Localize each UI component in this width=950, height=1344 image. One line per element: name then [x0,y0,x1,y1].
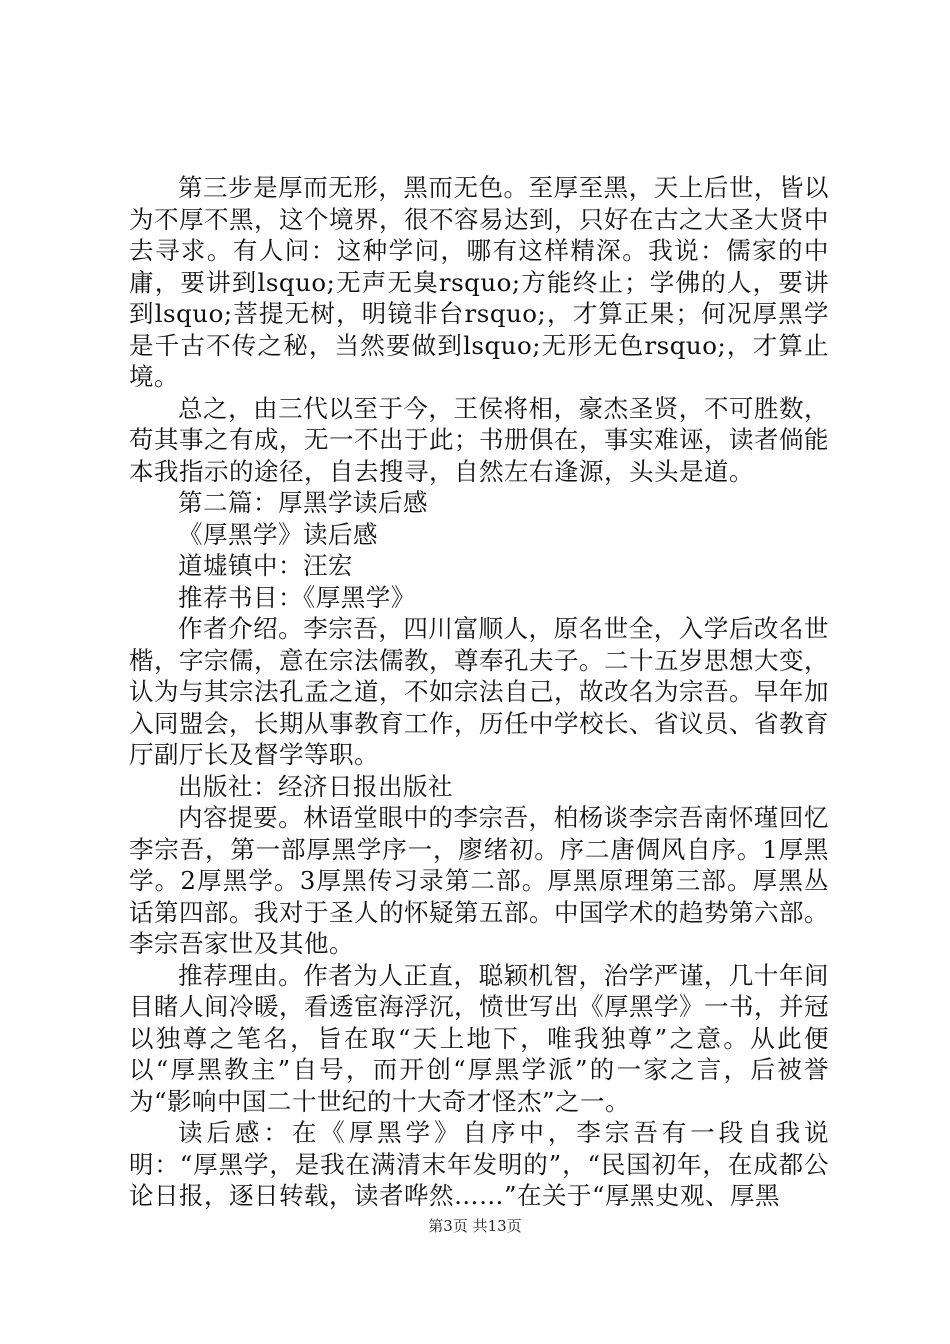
reading-reflection: 读后感：在《厚黑学》自序中，李宗吾有一段自我说明：“厚黑学，是我在满清末年发明的”，“民国初年，在成都公论日报，逐日转载，读者哗然……”在关于“厚黑史观、厚黑 [129,1118,829,1210]
publisher: 出版社：经济日报出版社 [178,771,453,801]
paragraph-step-three: 第三步是厚而无形，黑而无色。至厚至黑，天上后世，皆以为不厚不黑，这个境界，很不容易达到，只好在古之大圣大贤中去寻求。有人问：这种学问，哪有这样精深。我说：儒家的中庸，要讲到lsquo;无声无臭rsquo;方能终止；学佛的人，要讲到lsquo;菩提无树，明镜非台rsquo;，才算正果；何况厚黑学是千古不传之秘，当然要做到lsquo;无形无色rsquo;，才算止境。 [129,173,829,391]
page-number: 第3页 共13页 [428,1217,522,1235]
paragraph-summary: 总之，由三代以至于今，王侯将相，豪杰圣贤，不可胜数，苟其事之有成，无一不出于此；书册俱在，事实难诬，读者倘能本我指示的途径，自去搜寻，自然左右逢源，头头是道。 [129,393,829,486]
author-introduction: 作者介绍。李宗吾，四川富顺人，原名世全，入学后改名世楷，字宗儒，意在宗法儒教，尊奉孔夫子。二十五岁思想大变，认为与其宗法孔孟之道，不如宗法自己，故改名为宗吾。早年加入同盟会，长期从事教育工作，历任中学校长、省议员、省教育厅副厅长及督学等职。 [129,614,829,769]
document-body [129,172,829,1212]
essay-title: 《厚黑学》读后感 [178,519,378,549]
recommended-book: 推荐书目：《厚黑学》 [178,582,416,612]
recommendation-reason: 推荐理由。作者为人正直，聪颖机智，治学严谨，几十年间目睹人间冷暖，看透宦海浮沉，愤世写出《厚黑学》一书，并冠以独尊之笔名，旨在取“天上地下，唯我独尊”之意。从此便以“厚黑教主”自号，而开创“厚黑学派”的一家之言，后被誉为“影响中国二十世纪的十大奇才怪杰”之一。 [129,960,829,1116]
section-heading: 第二篇：厚黑学读后感 [178,488,428,517]
essay-author: 道墟镇中：汪宏 [178,551,353,580]
content-summary: 内容提要。林语堂眼中的李宗吾，柏杨谈李宗吾南怀瑾回忆李宗吾，第一部厚黑学序一，廖绪初。序二唐倜风自序。1厚黑学。2厚黑学。3厚黑传习录第二部。厚黑原理第三部。厚黑丛话第四部。我对于圣人的怀疑第五部。中国学术的趋势第六部。李宗吾家世及其他。 [129,803,829,958]
